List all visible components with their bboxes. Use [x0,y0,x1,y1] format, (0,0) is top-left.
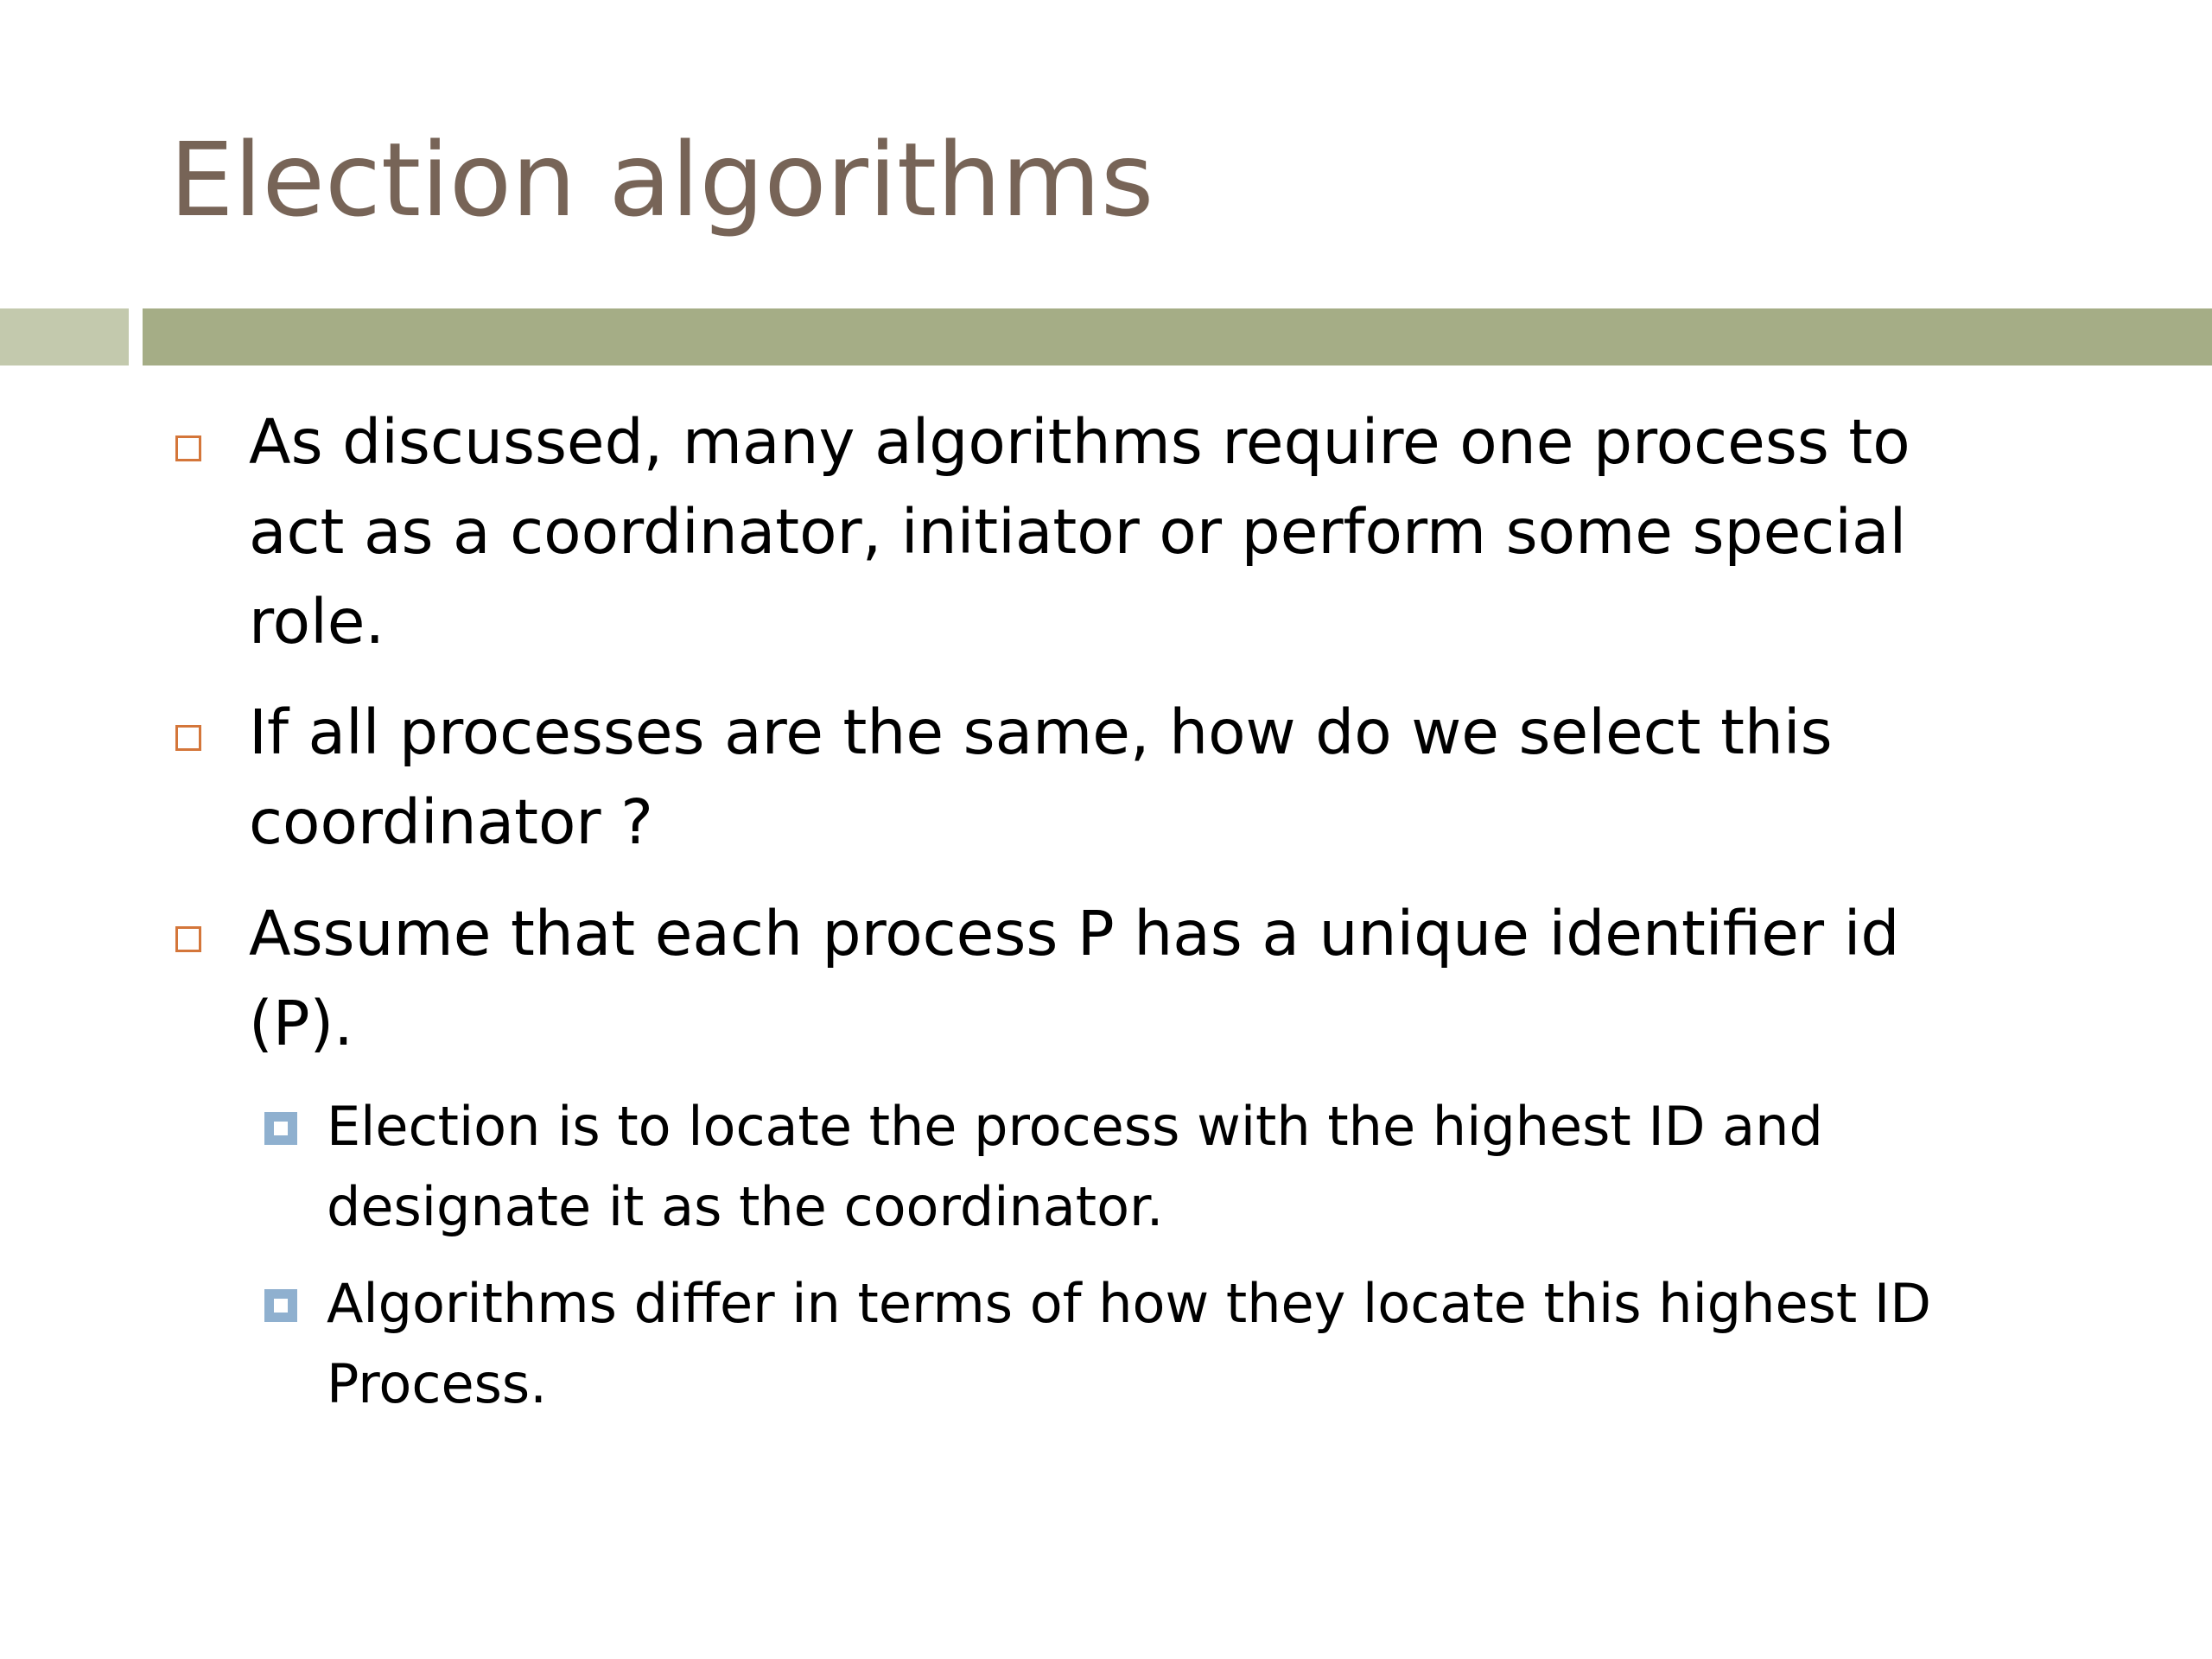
accent-bar-left [0,308,129,365]
sub-bullet-line: designate it as the coordinator. [327,1175,1164,1238]
filled-square-icon [264,1112,297,1145]
hollow-square-icon [175,725,201,751]
bullet-line: Assume that each process P has a unique identifier id [249,898,1900,969]
bullet-line: If all processes are the same, how do we select this [249,696,1833,768]
hollow-square-icon [175,435,201,461]
bullet-line: (P). [249,988,353,1059]
bullet-item [249,397,1910,667]
slide-title: Election algorithms [169,120,1154,239]
accent-bar [143,308,2212,365]
bullet-item [249,889,1899,1069]
bullet-line: As discussed, many algorithms require one process to [249,406,1910,478]
bullet-line: coordinator ? [249,786,653,858]
bullet-item [249,688,1833,868]
sub-bullet-item [327,1263,1931,1424]
sub-bullet-line: Algorithms differ in terms of how they locate this highest ID [327,1272,1931,1335]
hollow-square-icon [175,926,201,952]
bullet-line: act as a coordinator, initiator or perform some special [249,496,1907,568]
sub-bullet-line: Process. [327,1352,547,1415]
sub-bullet-item [327,1086,1823,1247]
sub-bullet-line: Election is to locate the process with the highest ID and [327,1095,1823,1158]
filled-square-icon [264,1289,297,1322]
bullet-line: role. [249,586,385,658]
